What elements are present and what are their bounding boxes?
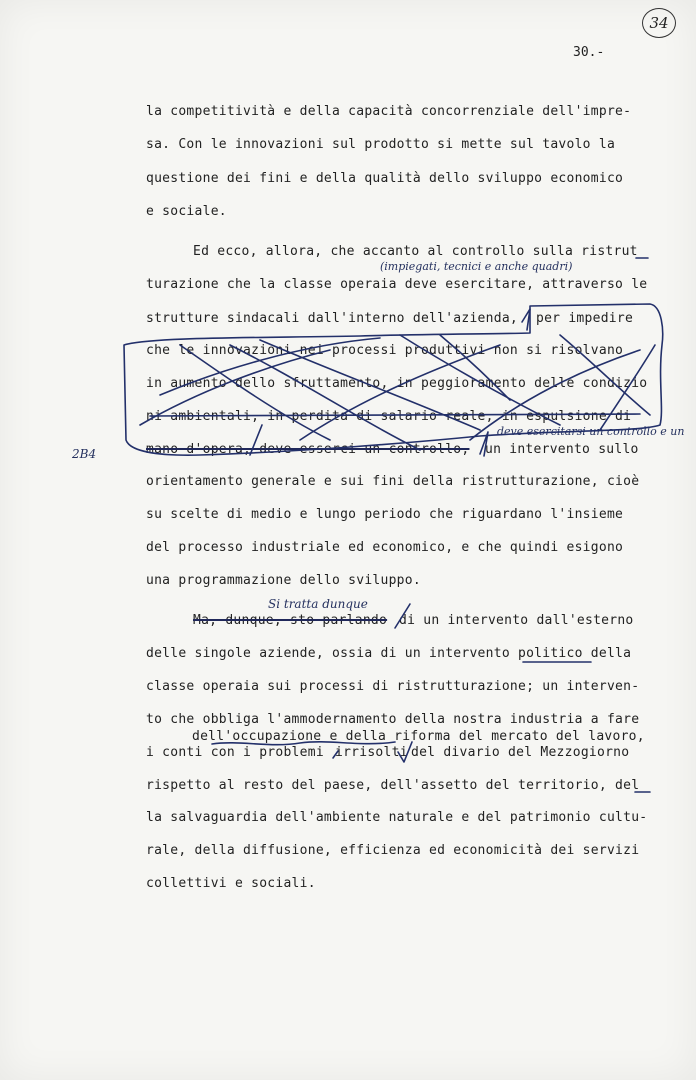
page-number: 30.-: [573, 45, 605, 60]
text-line: del divario del Mezzogiorno: [411, 745, 630, 760]
text-line: su scelte di medio e lungo periodo che riguardano l'insieme: [146, 507, 624, 522]
text-line: la salvaguardia dell'ambiente naturale e del patrimonio cultu-: [146, 810, 648, 825]
text-line: strutture sindacali dall'interno dell'azienda,: [146, 311, 518, 326]
text-line: la competitività e della capacità concorrenziale dell'impre-: [146, 104, 632, 119]
text-line: un intervento sullo: [485, 442, 639, 457]
text-line: Ed ecco, allora, che accanto al controllo sulla ristrut: [193, 244, 638, 259]
margin-annotation: 2B4: [72, 447, 97, 461]
text-line: di un intervento dall'esterno: [399, 613, 634, 628]
text-line: una programmazione dello sviluppo.: [146, 573, 421, 588]
text-line: dell'occupazione e della riforma del mercato del lavoro,: [192, 729, 645, 744]
text-line: Ma, dunque, sto parlando: [193, 613, 388, 628]
text-line: sa. Con le innovazioni sul prodotto si mette sul tavolo la: [146, 137, 616, 152]
text-line: che le innovazioni nei processi produttivi non si risolvano: [146, 343, 624, 358]
text-line: del processo industriale ed economico, e che quindi esigono: [146, 540, 624, 555]
text-line: mano d'opera, deve esserci un controllo,: [146, 442, 470, 457]
text-line: rispetto al resto del paese, dell'assetto del territorio, del: [146, 778, 640, 793]
text-line: irrisolti: [335, 745, 408, 760]
text-line: delle singole aziende, ossia di un intervento politico della: [146, 646, 632, 661]
text-line: rale, della diffusione, efficienza ed economicità dei servizi: [146, 843, 640, 858]
handwritten-insertion: Si tratta dunque: [268, 597, 368, 611]
text-line: turazione che la classe operaia deve esercitare, attraverso le: [146, 277, 648, 292]
text-line: orientamento generale e sui fini della ristrutturazione, cioè: [146, 474, 640, 489]
text-line: collettivi e sociali.: [146, 876, 316, 891]
text-line: in aumento dello sfruttamento, in peggioramento delle condizio: [146, 376, 648, 391]
text-line: per impedire: [536, 311, 634, 326]
text-line: ni ambientali, in perdita di salario reale, in espulsione di: [146, 409, 632, 424]
handwritten-insertion: deve esercitarsi un controllo e un: [497, 425, 685, 438]
text-line: to che obbliga l'ammodernamento della nostra industria a fare: [146, 712, 640, 727]
text-line: i conti con i problemi: [146, 745, 324, 760]
text-line: e sociale.: [146, 204, 227, 219]
archive-page-number: 34: [642, 8, 676, 38]
handwritten-insertion: (impiegati, tecnici e anche quadri): [380, 260, 573, 273]
text-line: classe operaia sui processi di ristrutturazione; un interven-: [146, 679, 640, 694]
text-line: questione dei fini e della qualità dello sviluppo economico: [146, 171, 624, 186]
